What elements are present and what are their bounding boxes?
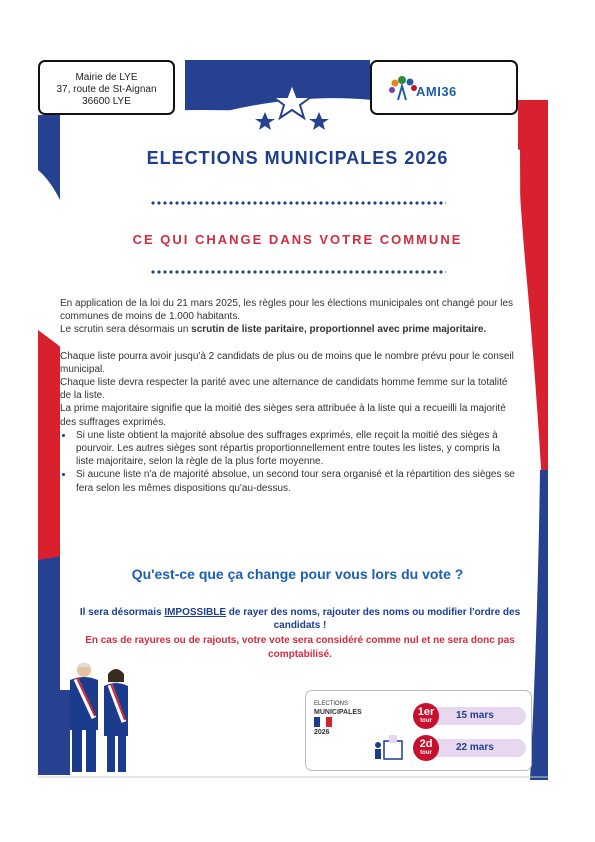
paragraph-scrutin: Le scrutin sera désormais un scrutin de liste paritaire, proportionnel avec prime majoritaire.	[60, 324, 487, 336]
dotted-divider-bottom	[150, 270, 446, 274]
paragraph-prime: La prime majoritaire signifie que la moitié des sièges sera attribuée à la liste qui a recueilli la majorité des suffrages exprimés.	[60, 403, 506, 428]
french-flag-icon	[314, 717, 332, 727]
tour2-number: 2d	[419, 738, 433, 750]
election-dates-box	[305, 690, 532, 771]
list-item: • Si une liste obtient la majorité absolue des suffrages exprimés, elle reçoit la moitié des sièges à pourvoir. Les autres sièges sont répartis proportionnellement entre toutes les listes, y compris la liste majoritaire, selon la règle de la plus forte moyenne.	[74, 429, 520, 469]
list-item: • Si aucune liste n'a de majorité absolue, un second tour sera organisé et la répartition des sièges se fera selon les mêmes dispositions qu'au-dessus.	[74, 468, 520, 494]
paragraph-parity: Chaque liste devra respecter la parité avec une alternance de candidats homme femme sur la totalité de la liste.	[60, 377, 508, 402]
page-subtitle: CE QUI CHANGE DANS VOTRE COMMUNE	[132, 232, 463, 247]
body-text	[60, 297, 520, 495]
municipales-label: MUNICIPALES	[314, 709, 362, 716]
blue-band-top	[185, 60, 372, 118]
tour1-number: 1er	[417, 706, 435, 718]
tour2-badge	[413, 735, 439, 761]
ballot-box-icon	[372, 731, 412, 763]
paragraph-candidates: Chaque liste pourra avoir jusqu'à 2 candidats de plus ou de moins que le nombre prévu pour le conseil municipal.	[60, 350, 514, 375]
ami36-logo-box	[370, 60, 518, 115]
warning-impossible: Il sera désormais IMPOSSIBLE de rayer des noms, rajouter des noms ou modifier l'ordre des candidats !	[79, 607, 521, 631]
impossible-emphasis: IMPOSSIBLE	[164, 607, 227, 618]
elections-label: ELECTIONS	[314, 701, 349, 707]
tour1-date-bar	[426, 707, 526, 725]
dotted-divider-top	[150, 201, 446, 205]
mairie-city: 36600 LYE	[82, 96, 131, 107]
tour2-date: 22 mars	[456, 742, 494, 753]
rules-list	[60, 429, 520, 495]
mairie-name: Mairie de LYE	[75, 72, 138, 83]
mairie-street: 37, route de St-Aignan	[56, 84, 157, 95]
mairie-address-box	[38, 60, 175, 115]
page-title: ELECTIONS MUNICIPALES 2026	[146, 148, 449, 168]
tour1-date: 15 mars	[456, 710, 494, 721]
tour1-word: tour	[420, 718, 432, 724]
elected-officials-illustration	[62, 658, 142, 776]
tour2-date-bar	[426, 739, 526, 757]
ami36-logo-text: AMI36	[416, 84, 457, 99]
scrutin-emphasis: scrutin de liste paritaire, proportionnel avec prime majoritaire.	[191, 324, 487, 336]
paragraph-law: En application de la loi du 21 mars 2025, les règles pour les élections municipales ont changé pour les communes de moins de 1.000 habitants.	[60, 298, 514, 323]
vote-question-heading: Qu'est-ce que ça change pour vous lors du vote ?	[131, 566, 464, 582]
warning-null-vote: En cas de rayures ou de rajouts, votre vote sera considéré comme nul et ne sera donc pas comptabilisé.	[85, 635, 515, 660]
elections-year: 2026	[314, 729, 330, 736]
tour2-word: tour	[420, 750, 432, 756]
tour1-badge	[413, 703, 439, 729]
